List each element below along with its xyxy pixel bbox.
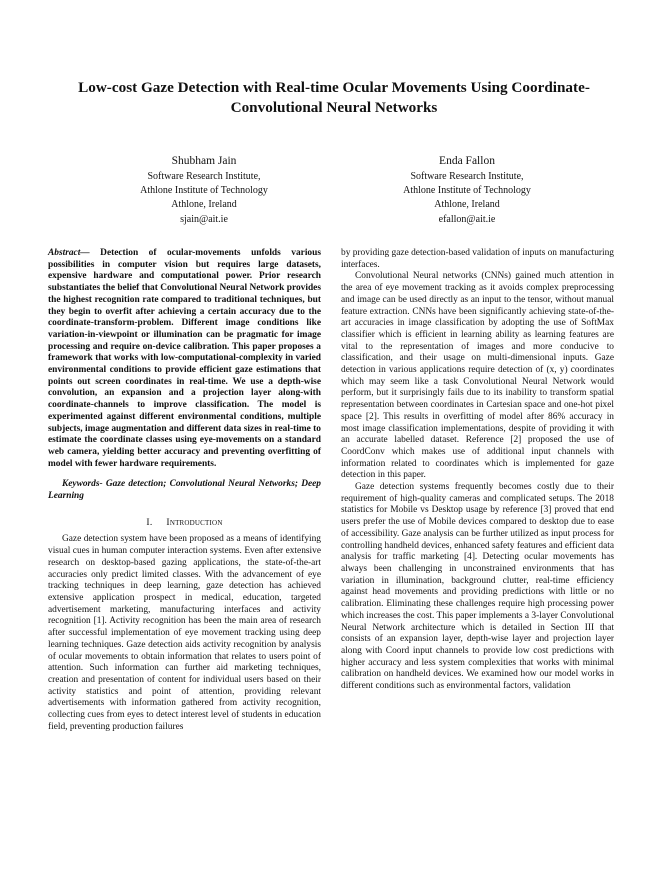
paragraph: Gaze detection system have been proposed as a means of identifying visual cues in human computer interaction systems. Even after extensive research on desktop-based gazing applications, the state-of-the-art accuracies only predict limited classes. With the advancement of eye tracking techniques in deep learning, gaze detection has achieved extensive application prospect in medical, education, targeted advertisement marketing, manufacturing interfaces and activity recognition [1]. Activity recognition has been the main area of research after successful implementation of eye movement tracking using deep learning techniques. Gaze detection aids activity recognition by analysis of ocular movements to obtain information that relates to users point of attention. Such information can further aid marketing techniques, creation and presentation of content for individual users based on their activity statistics and point of attention, providing relevant advertisements with information gathered from activity recognition, collecting cues from eyes to detect interest level of students in education field, preventing production failures [48, 534, 321, 732]
abstract-lead: Abstract— [48, 248, 90, 258]
paragraph: by providing gaze detection-based validation of inputs on manufacturing interfaces. [341, 248, 614, 270]
author-institute: Athlone Institute of Technology [140, 185, 268, 197]
right-column [341, 248, 614, 693]
author-block-2 [347, 153, 587, 227]
keywords: Keywords- Gaze detection; Convolutional Neural Networks; Deep Learning [48, 479, 321, 502]
author-name: Shubham Jain [171, 155, 237, 167]
author-location: Athlone, Ireland [171, 199, 237, 211]
paragraph: Gaze detection systems frequently becomes costly due to their requirement of high-quality cameras and complicated setups. The 2018 statistics for Mobile vs Desktop usage by reference [3] proved that end users prefer the use of Mobile devices compared to desktop due to ease of accessibility. Gaze analysis can be further utilized as input process for controlling handheld devices, enhanced safety features and efficient data analysis for traffic marketing [4]. Detecting ocular movements has always been challenging in unconstrained environments that has variation in illumination, background clutter, real-time efficiency against head movements and providing predictions with little or no calibration. Eliminating these challenges require high processing power which increases the cost. This paper implements a 3-layer Convolutional Neural Network architecture which is detailed in Section III that consists of an expansion layer, depth-wise layer and projection layer along with Coord input channels to provide low cost predictions with higher accuracy and less system complexities that works with minimal calibration on handheld devices. We examined how our model works in different conditions such as environmental factors, validation [341, 482, 614, 692]
author-affiliation: Software Research Institute, [410, 171, 524, 182]
abstract [48, 248, 321, 470]
paragraph: Convolutional Neural networks (CNNs) gained much attention in the area of eye movement tracking as it avoids complex preprocessing and image can be used directly as an input to the tensor, without manual feature extraction. CNNs have been significantly achieving state-of-the-art accuracies in image classification by adopting the use of SoftMax classifier which is efficient in learning ability as learning features are vital to the representation of images and more conducive to classification, and their usage on multi-dimensional inputs. Gaze detection in various applications require detection of (x, y) coordinates which may seem like a task Convolutional Neural Network would perform, but it surprisingly fails due to its inability to transform spatial representation between coordinates in Cartesian space and one-hot pixel space [2]. This results in overfitting of model after 86% accuracy in most image classification implementations, despite of providing it with an accurate labelled dataset. Reference [2] proposed the use of CoordConv which makes use of additional input channels with information related to coordinates which is implemented for gaze detection in this paper. [341, 271, 614, 481]
author-affiliation: Software Research Institute, [147, 171, 261, 182]
abstract-text: Detection of ocular-movements unfolds various possibilities in computer vision but requires large datasets, expensive hardware and computational power. Prior research substantiates the belief that Convolutional Neural Network provides the highest recognition rate compared to traditional techniques, but they begin to overfit after achieving a certain accuracy due to the coordinate-transform-problem. Different image conditions like variation-in-viewpoint or illumination can be pragmatic for image processing and require on-device calibration. This paper proposes a framework that works with low-computational-complexity in varied environmental conditions to provide efficient gaze estimations that points out screen coordinates in real-time. We use a depth-wise convolution, an expansion and a projection layer along-with coordinate-channels to improve classification. The model is experimented against different environmental conditions, multiple subjects, image augmentation and different data sizes in real-time to estimate the coordinate classes using eye-movements on a standard web camera, yielding better accuracy and preventing overfitting of model with fewer hardware requirements. [48, 248, 321, 469]
author-email: efallon@ait.ie [438, 213, 496, 225]
author-institute: Athlone Institute of Technology [403, 185, 531, 197]
left-column [48, 248, 321, 733]
author-location: Athlone, Ireland [434, 199, 500, 211]
author-block-1 [84, 153, 324, 227]
author-name: Enda Fallon [439, 155, 495, 167]
author-email: sjain@ait.ie [180, 213, 228, 225]
section-number: I. [146, 516, 153, 528]
paper-title: Low-cost Gaze Detection with Real-time Ocular Movements Using Coordinate-Convolutional Neural Networks [78, 79, 590, 116]
section-title: Introduction [166, 516, 223, 528]
section-heading [48, 517, 321, 529]
